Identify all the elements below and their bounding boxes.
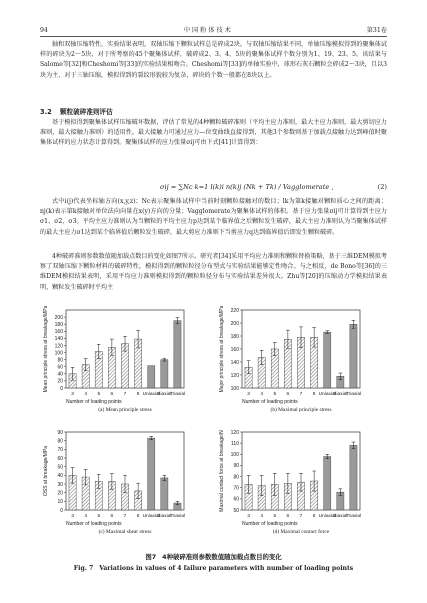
y-tick-label: 30 xyxy=(57,481,63,488)
figure-7-charts xyxy=(40,306,387,551)
y-tick-label: 160 xyxy=(54,329,63,336)
equation-number: (2) xyxy=(377,183,387,191)
chart-subtitle: (b) Maximal principle stress xyxy=(270,407,332,413)
x-tick-label: Uniaxial xyxy=(318,392,336,397)
x-tick-label: 4 xyxy=(260,392,264,397)
y-tick-label: 0 xyxy=(60,385,63,392)
y-tick-label: 100 xyxy=(54,350,63,357)
x-tick-label: 5 xyxy=(273,392,277,397)
x-tick-label: 8 xyxy=(136,514,140,519)
chart-subtitle: (d) Maximal contact force xyxy=(272,529,330,535)
y-tick-label: 20 xyxy=(57,490,63,497)
y-tick-label: 70 xyxy=(57,447,63,454)
y-tick-label: 60 xyxy=(233,496,239,503)
bar xyxy=(161,478,168,510)
paragraph-2: 基于模拟得到聚集体试样压缩破坏数据，评估了常见的4种颗粒破碎准则（平均主应力准则，最大主应力准则，最大剪切应力准则，最大接触力准则）的适用性。最大接触力可通过应力—位变曲线直接得到，其他3个参数则基于加载点接触力达到峰值时聚集体试样的应力状态计算得到。聚集体试样的应力张量σij可由下式[41]计算得到： xyxy=(40,119,387,147)
y-tick-label: 90 xyxy=(57,429,63,436)
x-axis-label: Number of loading points xyxy=(242,521,298,527)
x-tick-label: 3 xyxy=(71,392,74,397)
y-tick-label: 50 xyxy=(57,464,63,471)
x-tick-label: Uniaxial xyxy=(318,514,336,519)
y-tick-label: 100 xyxy=(230,452,239,459)
bar xyxy=(148,438,155,510)
x-tick-label: Biaxial xyxy=(333,392,348,397)
x-tick-label: 3 xyxy=(71,514,74,519)
x-tick-label: 7 xyxy=(123,392,127,397)
figure-number-en: Fig. 7 xyxy=(73,565,94,572)
x-tick-label: 8 xyxy=(312,514,316,519)
x-tick-label: 5 xyxy=(97,514,101,519)
equation-expression: σij = ∑Nc k=1 l(k)i n(k)j (Nk + Tk) / Vagglomerate , xyxy=(160,183,334,191)
chart-subtitle: (c) Maximal shear stress xyxy=(98,529,152,535)
y-tick-label: 160 xyxy=(230,346,239,353)
y-tick-label: 100 xyxy=(230,385,239,392)
section-heading xyxy=(40,106,113,116)
y-tick-label: 50 xyxy=(233,507,239,514)
y-tick-label: 10 xyxy=(57,499,63,506)
y-axis-label: Maximal contact force at breakage/N xyxy=(219,430,225,512)
y-tick-label: 70 xyxy=(233,485,239,492)
x-tick-label: 4 xyxy=(84,514,88,519)
y-tick-label: 140 xyxy=(230,359,239,366)
chart-panel-3 xyxy=(219,430,361,535)
y-tick-label: 40 xyxy=(57,371,63,378)
y-tick-label: 120 xyxy=(230,372,239,379)
x-tick-label: 4 xyxy=(260,514,264,519)
x-tick-label: Uniaxial xyxy=(142,392,160,397)
journal-name: 中 国 粉 体 技 术 xyxy=(183,27,231,34)
x-axis-label: Number of loading points xyxy=(66,399,122,405)
chart-panel-2 xyxy=(43,430,185,535)
paragraph-1: 轴和双轴压缩特性，实验结果表明，双轴压缩下颗粒试样总是碎成2块。与双轴压缩结果不同，单轴压缩模拟得到的聚集体试样的碎块为2～5块，对于所考察的45个聚集体试样，破碎成2、3、4、5块的聚集体试样个数分别为1、19、23、5。该结果与Salome等[32]和Cheshomi等[33]的实验结果相吻合。Cheshomi等[33]的单轴实验中，球形石灰石颗粒会碎成2～3块，且以3块为主，对于三轴压缩，模拟得到的裂纹形貌较为复杂，碎块的个数一般都在8块以上。 xyxy=(40,41,387,79)
y-axis-label: OSS at breakage/MPa xyxy=(43,445,49,497)
x-tick-label: 3 xyxy=(247,392,250,397)
bar xyxy=(350,324,357,388)
section-number: 3.2 xyxy=(40,108,52,116)
paragraph-4: 4种破碎准则参数数值随加载点数目的变化如图7所示。研究者[34]采用平均应力准则和颗粒替换策略，基于三维DEM模拟考察了双轴压缩下颗粒材料的破碎特性，模拟得到的颗粒粒径分布型式与实验结果能够定性吻合。与之相反，de Bono等[36]的三维DEM模拟结果表明，采用平均应力准则模拟得到的颗粒粒径分布与实验结果差异很大。Zhu等[20]的压缩动力学模拟结果表明，颗粒发生破碎时平均主 xyxy=(40,253,387,291)
bar xyxy=(324,332,331,388)
y-tick-label: 20 xyxy=(57,378,63,385)
figure-caption-cn xyxy=(0,552,427,561)
running-header xyxy=(40,22,387,37)
x-tick-label: Triaxial xyxy=(345,392,362,397)
y-tick-label: 180 xyxy=(54,321,63,328)
volume-label: 第31卷 xyxy=(366,27,387,34)
x-tick-label: Uniaxial xyxy=(142,514,160,519)
x-tick-label: 6 xyxy=(286,392,290,397)
x-tick-label: 3 xyxy=(247,514,250,519)
page-number: 94 xyxy=(40,27,48,34)
x-tick-label: Biaxial xyxy=(157,514,172,519)
x-tick-label: 4 xyxy=(84,392,88,397)
bar xyxy=(148,366,155,388)
x-tick-label: 8 xyxy=(136,392,140,397)
x-tick-label: Biaxial xyxy=(157,392,172,397)
y-tick-label: 200 xyxy=(54,314,63,321)
y-tick-label: 60 xyxy=(57,455,63,462)
x-tick-label: 8 xyxy=(312,392,316,397)
y-tick-label: 80 xyxy=(57,357,63,364)
y-tick-label: 60 xyxy=(57,364,63,371)
bar xyxy=(174,321,181,388)
y-tick-label: 120 xyxy=(230,429,239,436)
x-tick-label: 7 xyxy=(299,392,303,397)
x-tick-label: 7 xyxy=(299,514,303,519)
x-axis-label: Number of loading points xyxy=(242,399,298,405)
paragraph-3: 式中i(j)代表坐标轴方向(x,y,z)；Nc表示聚集体试样中当前时刻颗粒接触对的数目；lk为第k接触对颗粒质心之间的距离；nj(k)表示第k接触对单位法向向量在x(y)方向的分量；Vagglomerate为聚集体试样的体积。基于应力张量σij可计算得到主应力σ1、σ2、σ3。平均主应力准则认为当颗粒的平均主应力p达到某个临界值之后颗粒发生破碎，最大主应力准则认为当聚集体试样的最大主应力σ1达到某个临界值后颗粒发生破碎，最大剪应力准则下当剪应力q达到临界值后即发生颗粒破碎。 xyxy=(40,198,387,236)
x-axis-label: Number of loading points xyxy=(66,521,122,527)
y-tick-label: 110 xyxy=(231,440,239,447)
x-tick-label: Biaxial xyxy=(333,514,348,519)
bar xyxy=(161,360,168,388)
x-tick-label: 5 xyxy=(97,392,101,397)
x-tick-label: Triaxial xyxy=(169,392,186,397)
x-tick-label: 6 xyxy=(110,514,114,519)
figure-number-cn: 图7 xyxy=(145,553,157,561)
y-tick-label: 0 xyxy=(60,507,63,514)
bar xyxy=(324,457,331,510)
figure-7 xyxy=(40,306,387,551)
x-tick-label: 5 xyxy=(273,514,277,519)
figure-title-en: Variations in values of 4 failure parameters with number of loading points xyxy=(99,565,354,572)
bar xyxy=(350,445,357,510)
chart-subtitle: (a) Mean principle stress xyxy=(98,407,152,413)
y-axis-label: Mean principle stress at breakage/MPa xyxy=(43,306,49,393)
y-axis-label: Major principle stress at breakage/MPa xyxy=(219,306,225,393)
y-tick-label: 40 xyxy=(57,473,63,480)
chart-panel-1 xyxy=(219,306,361,413)
equation-2 xyxy=(40,183,387,195)
y-tick-label: 220 xyxy=(230,307,239,314)
y-tick-label: 80 xyxy=(57,438,63,445)
y-tick-label: 140 xyxy=(54,336,63,343)
chart-panel-0 xyxy=(43,306,185,413)
figure-title-cn: 4种破碎准则参数数值随加载点数目的变化 xyxy=(162,553,282,561)
x-tick-label: Triaxial xyxy=(169,514,186,519)
y-tick-label: 90 xyxy=(233,463,239,470)
x-tick-label: 6 xyxy=(110,392,114,397)
y-tick-label: 80 xyxy=(233,474,239,481)
y-tick-label: 180 xyxy=(230,333,239,340)
figure-caption-en xyxy=(0,565,427,572)
x-tick-label: Triaxial xyxy=(345,514,362,519)
y-tick-label: 120 xyxy=(54,343,63,350)
x-tick-label: 6 xyxy=(286,514,290,519)
x-tick-label: 7 xyxy=(123,514,127,519)
section-title: 颗粒破碎准则评估 xyxy=(59,108,113,116)
y-tick-label: 200 xyxy=(230,320,239,327)
